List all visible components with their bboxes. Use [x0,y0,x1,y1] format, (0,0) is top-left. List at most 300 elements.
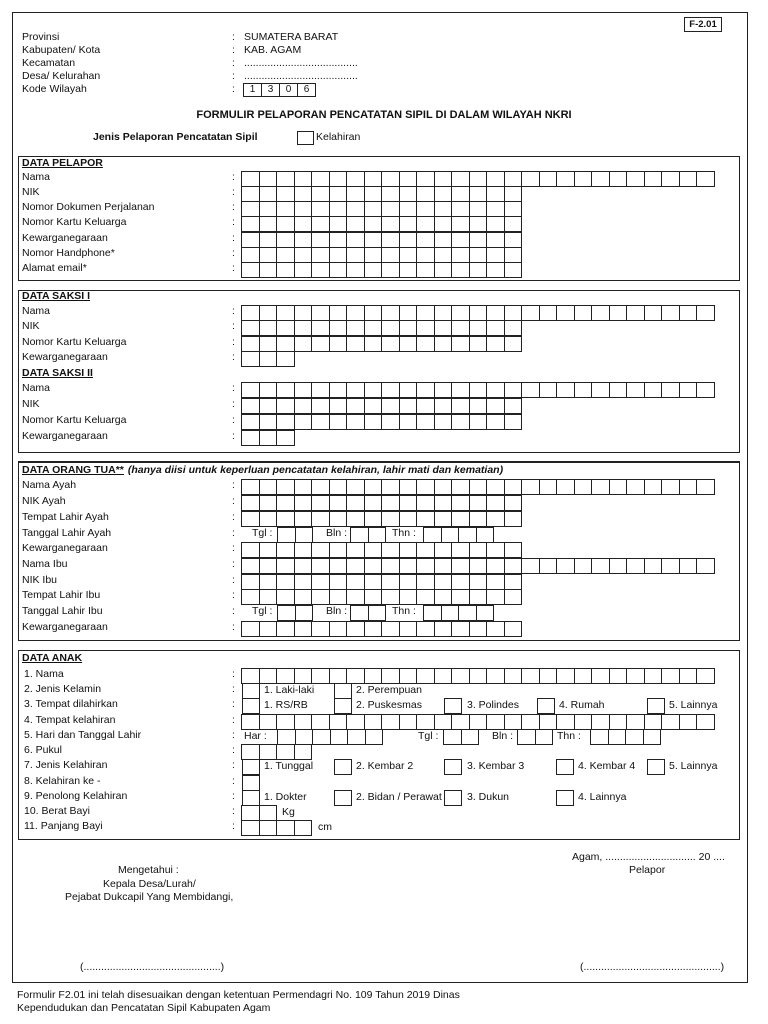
grid-cell[interactable] [241,511,260,527]
grid-cell[interactable] [696,668,715,684]
grid-cell[interactable] [276,714,295,730]
grid-cell[interactable] [294,382,313,398]
grid-cell[interactable] [346,479,365,495]
grid-cell[interactable] [276,262,295,278]
grid-cell[interactable] [591,668,610,684]
grid-cell[interactable] [329,262,348,278]
grid-cell[interactable] [504,171,523,187]
grid-cell[interactable] [399,247,418,263]
grid-cell[interactable] [294,247,313,263]
grid-cell[interactable] [329,232,348,248]
grid-cell[interactable] [364,232,383,248]
grid-cell[interactable] [311,511,330,527]
saksi2-input-grid[interactable] [242,398,522,414]
grid-cell[interactable] [556,668,575,684]
grid-cell[interactable] [381,542,400,558]
grid-cell[interactable] [312,729,331,745]
grid-cell[interactable] [241,820,260,836]
grid-cell[interactable] [276,351,295,367]
grid-cell[interactable] [486,542,505,558]
grid-cell[interactable] [644,668,663,684]
grid-cell[interactable] [399,542,418,558]
grid-cell[interactable] [434,511,453,527]
kelahiran-ke-box[interactable] [242,775,260,791]
penolong-box[interactable] [334,790,352,806]
grid-cell[interactable] [311,232,330,248]
grid-cell[interactable] [504,558,523,574]
grid-cell[interactable] [574,479,593,495]
grid-cell[interactable] [399,320,418,336]
grid-cell[interactable] [486,216,505,232]
grid-cell[interactable] [451,621,470,637]
grid-cell[interactable] [259,668,278,684]
grid-cell[interactable] [259,351,278,367]
grid-cell[interactable] [241,668,260,684]
jenis-kelahiran-box[interactable] [242,759,260,775]
tgl-boxes[interactable] [278,527,313,543]
grid-cell[interactable] [329,668,348,684]
grid-cell[interactable] [276,542,295,558]
grid-cell[interactable] [486,495,505,511]
grid-cell[interactable] [539,171,558,187]
grid-cell[interactable] [416,336,435,352]
grid-cell[interactable] [350,527,369,543]
grid-cell[interactable] [241,542,260,558]
kode-digit[interactable]: 1 [243,83,262,97]
grid-cell[interactable] [504,589,523,605]
jk-box[interactable] [242,683,260,699]
grid-cell[interactable] [644,558,663,574]
grid-cell[interactable] [469,247,488,263]
grid-cell[interactable] [416,247,435,263]
grid-cell[interactable] [329,714,348,730]
grid-cell[interactable] [609,305,628,321]
grid-cell[interactable] [368,527,387,543]
grid-cell[interactable] [521,171,540,187]
grid-cell[interactable] [434,305,453,321]
grid-cell[interactable] [504,320,523,336]
ortu-input-grid[interactable] [242,511,522,527]
grid-cell[interactable] [399,201,418,217]
grid-cell[interactable] [276,201,295,217]
grid-cell[interactable] [434,574,453,590]
pelapor-input-grid[interactable] [242,232,522,248]
grid-cell[interactable] [521,305,540,321]
grid-cell[interactable] [381,574,400,590]
bln-boxes[interactable] [351,527,386,543]
grid-cell[interactable] [241,351,260,367]
grid-cell[interactable] [451,511,470,527]
grid-cell[interactable] [679,171,698,187]
ortu-input-grid[interactable] [242,574,522,590]
grid-cell[interactable] [521,668,540,684]
grid-cell[interactable] [295,527,314,543]
grid-cell[interactable] [294,558,313,574]
grid-cell[interactable] [486,186,505,202]
grid-cell[interactable] [276,247,295,263]
grid-cell[interactable] [259,232,278,248]
grid-cell[interactable] [241,744,260,760]
grid-cell[interactable] [451,495,470,511]
grid-cell[interactable] [259,247,278,263]
grid-cell[interactable] [416,305,435,321]
grid-cell[interactable] [451,542,470,558]
grid-cell[interactable] [399,479,418,495]
grid-cell[interactable] [416,382,435,398]
grid-cell[interactable] [294,511,313,527]
grid-cell[interactable] [644,171,663,187]
grid-cell[interactable] [311,714,330,730]
grid-cell[interactable] [574,668,593,684]
thn-boxes[interactable] [424,527,494,543]
grid-cell[interactable] [276,621,295,637]
grid-cell[interactable] [294,305,313,321]
grid-cell[interactable] [241,495,260,511]
grid-cell[interactable] [241,186,260,202]
grid-cell[interactable] [329,201,348,217]
grid-cell[interactable] [696,382,715,398]
grid-cell[interactable] [311,668,330,684]
tempat-box[interactable] [537,698,555,714]
grid-cell[interactable] [416,668,435,684]
grid-cell[interactable] [364,714,383,730]
grid-cell[interactable] [416,714,435,730]
grid-cell[interactable] [295,729,314,745]
grid-cell[interactable] [276,336,295,352]
anak-nama-grid[interactable] [242,668,715,684]
grid-cell[interactable] [696,479,715,495]
grid-cell[interactable] [441,605,460,621]
grid-cell[interactable] [241,247,260,263]
grid-cell[interactable] [504,714,523,730]
grid-cell[interactable] [661,382,680,398]
grid-cell[interactable] [329,414,348,430]
grid-cell[interactable] [259,216,278,232]
grid-cell[interactable] [486,558,505,574]
grid-cell[interactable] [469,232,488,248]
grid-cell[interactable] [504,414,523,430]
grid-cell[interactable] [399,668,418,684]
pelapor-input-grid[interactable] [242,171,715,187]
grid-cell[interactable] [259,430,278,446]
grid-cell[interactable] [259,336,278,352]
grid-cell[interactable] [696,558,715,574]
grid-cell[interactable] [399,574,418,590]
grid-cell[interactable] [574,382,593,398]
grid-cell[interactable] [381,398,400,414]
grid-cell[interactable] [486,320,505,336]
grid-cell[interactable] [294,668,313,684]
grid-cell[interactable] [434,558,453,574]
grid-cell[interactable] [381,336,400,352]
grid-cell[interactable] [277,605,296,621]
grid-cell[interactable] [329,621,348,637]
saksi1-input-grid[interactable] [242,320,522,336]
grid-cell[interactable] [276,495,295,511]
grid-cell[interactable] [416,262,435,278]
grid-cell[interactable] [259,542,278,558]
ortu-input-grid[interactable] [242,495,522,511]
grid-cell[interactable] [381,216,400,232]
grid-cell[interactable] [276,589,295,605]
grid-cell[interactable] [399,232,418,248]
grid-cell[interactable] [504,479,523,495]
grid-cell[interactable] [416,320,435,336]
panjang-boxes[interactable] [242,820,312,836]
pelapor-input-grid[interactable] [242,201,522,217]
grid-cell[interactable] [346,714,365,730]
grid-cell[interactable] [241,201,260,217]
kelahiran-checkbox[interactable] [297,131,314,145]
grid-cell[interactable] [364,201,383,217]
grid-cell[interactable] [294,574,313,590]
tgl-boxes[interactable] [278,605,313,621]
grid-cell[interactable] [364,589,383,605]
grid-cell[interactable] [451,201,470,217]
grid-cell[interactable] [486,247,505,263]
grid-cell[interactable] [679,382,698,398]
grid-cell[interactable] [625,729,644,745]
grid-cell[interactable] [294,186,313,202]
grid-cell[interactable] [399,216,418,232]
grid-cell[interactable] [434,262,453,278]
kode-digit[interactable]: 3 [261,83,280,97]
grid-cell[interactable] [381,479,400,495]
grid-cell[interactable] [241,714,260,730]
grid-cell[interactable] [241,574,260,590]
grid-cell[interactable] [416,171,435,187]
grid-cell[interactable] [381,247,400,263]
grid-cell[interactable] [416,542,435,558]
grid-cell[interactable] [539,305,558,321]
grid-cell[interactable] [329,336,348,352]
grid-cell[interactable] [504,382,523,398]
grid-cell[interactable] [469,495,488,511]
grid-cell[interactable] [434,668,453,684]
grid-cell[interactable] [626,668,645,684]
grid-cell[interactable] [276,414,295,430]
grid-cell[interactable] [364,558,383,574]
grid-cell[interactable] [574,714,593,730]
grid-cell[interactable] [504,398,523,414]
grid-cell[interactable] [556,382,575,398]
grid-cell[interactable] [276,320,295,336]
grid-cell[interactable] [294,232,313,248]
grid-cell[interactable] [276,479,295,495]
grid-cell[interactable] [364,542,383,558]
pelapor-input-grid[interactable] [242,247,522,263]
grid-cell[interactable] [451,479,470,495]
grid-cell[interactable] [364,186,383,202]
grid-cell[interactable] [504,511,523,527]
grid-cell[interactable] [476,527,495,543]
grid-cell[interactable] [241,621,260,637]
grid-cell[interactable] [294,542,313,558]
grid-cell[interactable] [486,262,505,278]
grid-cell[interactable] [451,589,470,605]
grid-cell[interactable] [259,621,278,637]
grid-cell[interactable] [276,558,295,574]
grid-cell[interactable] [346,542,365,558]
ortu-input-grid[interactable] [242,558,715,574]
grid-cell[interactable] [276,382,295,398]
grid-cell[interactable] [476,605,495,621]
grid-cell[interactable] [329,305,348,321]
grid-cell[interactable] [539,714,558,730]
grid-cell[interactable] [661,558,680,574]
grid-cell[interactable] [644,305,663,321]
grid-cell[interactable] [679,714,698,730]
grid-cell[interactable] [294,398,313,414]
har-boxes[interactable] [278,729,383,745]
grid-cell[interactable] [416,574,435,590]
grid-cell[interactable] [486,398,505,414]
grid-cell[interactable] [364,247,383,263]
grid-cell[interactable] [486,305,505,321]
grid-cell[interactable] [434,201,453,217]
grid-cell[interactable] [259,186,278,202]
grid-cell[interactable] [276,430,295,446]
grid-cell[interactable] [521,382,540,398]
grid-cell[interactable] [451,558,470,574]
grid-cell[interactable] [259,495,278,511]
grid-cell[interactable] [469,589,488,605]
grid-cell[interactable] [609,714,628,730]
grid-cell[interactable] [294,320,313,336]
grid-cell[interactable] [241,382,260,398]
saksi1-input-grid[interactable] [242,305,715,321]
grid-cell[interactable] [241,305,260,321]
grid-cell[interactable] [364,336,383,352]
grid-cell[interactable] [609,382,628,398]
grid-cell[interactable] [241,320,260,336]
grid-cell[interactable] [346,621,365,637]
grid-cell[interactable] [350,605,369,621]
jenis-kelahiran-box[interactable] [556,759,574,775]
grid-cell[interactable] [381,232,400,248]
bln-boxes[interactable] [518,729,553,745]
grid-cell[interactable] [644,382,663,398]
grid-cell[interactable] [241,430,260,446]
grid-cell[interactable] [451,262,470,278]
grid-cell[interactable] [469,171,488,187]
grid-cell[interactable] [535,729,554,745]
grid-cell[interactable] [399,495,418,511]
thn-boxes[interactable] [591,729,661,745]
grid-cell[interactable] [311,495,330,511]
grid-cell[interactable] [441,527,460,543]
grid-cell[interactable] [504,186,523,202]
tempat-box[interactable] [647,698,665,714]
grid-cell[interactable] [381,305,400,321]
grid-cell[interactable] [469,558,488,574]
grid-cell[interactable] [381,511,400,527]
grid-cell[interactable] [679,305,698,321]
grid-cell[interactable] [259,382,278,398]
grid-cell[interactable] [626,558,645,574]
grid-cell[interactable] [346,305,365,321]
grid-cell[interactable] [643,729,662,745]
grid-cell[interactable] [574,558,593,574]
berat-boxes[interactable] [242,805,277,821]
grid-cell[interactable] [294,744,313,760]
grid-cell[interactable] [294,336,313,352]
grid-cell[interactable] [365,729,384,745]
grid-cell[interactable] [696,714,715,730]
grid-cell[interactable] [469,382,488,398]
grid-cell[interactable] [469,336,488,352]
grid-cell[interactable] [311,262,330,278]
grid-cell[interactable] [434,589,453,605]
grid-cell[interactable] [364,171,383,187]
grid-cell[interactable] [451,336,470,352]
ortu-input-grid[interactable] [242,621,522,637]
grid-cell[interactable] [661,714,680,730]
grid-cell[interactable] [329,511,348,527]
kode-digit[interactable]: 0 [279,83,298,97]
grid-cell[interactable] [486,201,505,217]
grid-cell[interactable] [259,414,278,430]
grid-cell[interactable] [259,305,278,321]
grid-cell[interactable] [329,542,348,558]
grid-cell[interactable] [381,320,400,336]
penolong-box[interactable] [242,790,260,806]
grid-cell[interactable] [294,414,313,430]
grid-cell[interactable] [434,382,453,398]
grid-cell[interactable] [469,542,488,558]
grid-cell[interactable] [241,336,260,352]
grid-cell[interactable] [311,171,330,187]
grid-cell[interactable] [434,232,453,248]
grid-cell[interactable] [399,305,418,321]
grid-cell[interactable] [399,171,418,187]
grid-cell[interactable] [486,171,505,187]
grid-cell[interactable] [451,171,470,187]
grid-cell[interactable] [381,558,400,574]
grid-cell[interactable] [311,186,330,202]
grid-cell[interactable] [609,479,628,495]
grid-cell[interactable] [329,574,348,590]
grid-cell[interactable] [574,171,593,187]
grid-cell[interactable] [381,262,400,278]
grid-cell[interactable] [486,621,505,637]
grid-cell[interactable] [416,232,435,248]
grid-cell[interactable] [294,216,313,232]
grid-cell[interactable] [469,479,488,495]
grid-cell[interactable] [294,621,313,637]
grid-cell[interactable] [311,320,330,336]
grid-cell[interactable] [346,511,365,527]
grid-cell[interactable] [469,621,488,637]
grid-cell[interactable] [241,558,260,574]
grid-cell[interactable] [486,414,505,430]
grid-cell[interactable] [259,805,278,821]
grid-cell[interactable] [486,232,505,248]
grid-cell[interactable] [591,714,610,730]
grid-cell[interactable] [241,398,260,414]
grid-cell[interactable] [486,589,505,605]
grid-cell[interactable] [241,589,260,605]
grid-cell[interactable] [311,574,330,590]
grid-cell[interactable] [276,668,295,684]
grid-cell[interactable] [661,479,680,495]
grid-cell[interactable] [259,820,278,836]
grid-cell[interactable] [399,382,418,398]
grid-cell[interactable] [416,201,435,217]
grid-cell[interactable] [329,382,348,398]
grid-cell[interactable] [590,729,609,745]
grid-cell[interactable] [556,714,575,730]
